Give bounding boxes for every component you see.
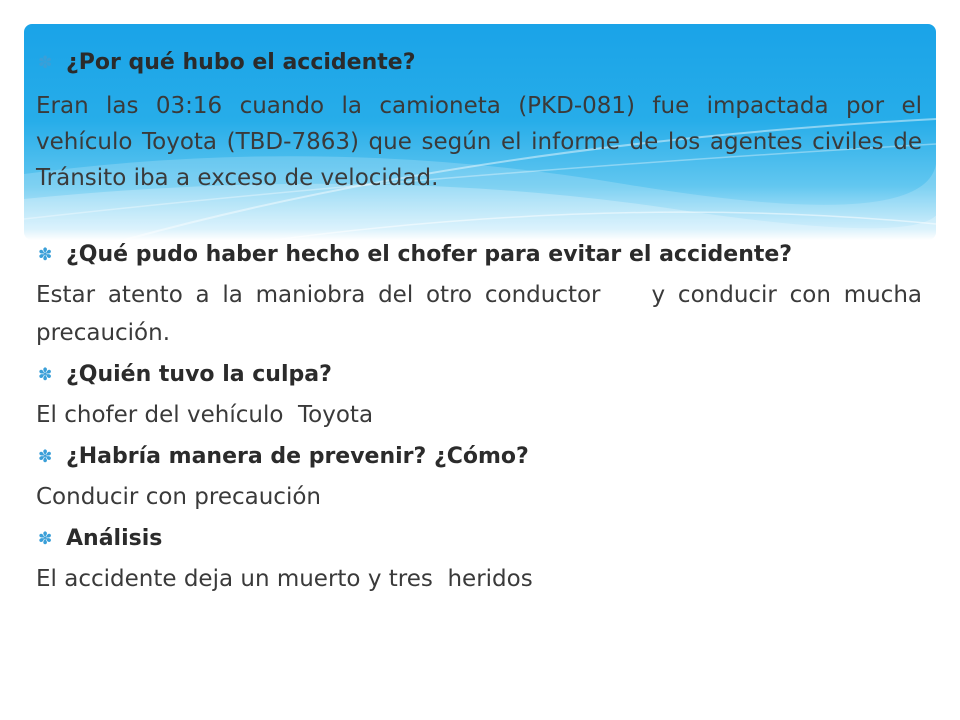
answer-2: Estar atento a la maniobra del otro conductor y conducir con mucha precaución. xyxy=(36,282,930,346)
question-1-text: ¿Por qué hubo el accidente? xyxy=(66,50,416,75)
answer-5: El accidente deja un muerto y tres heridos xyxy=(36,566,533,592)
question-5-text: Análisis xyxy=(66,526,163,551)
answer-4: Conducir con precaución xyxy=(36,484,321,510)
question-3 xyxy=(36,358,922,392)
question-1 xyxy=(36,46,922,80)
answer-1: Eran las 03:16 cuando la camioneta (PKD-081) fue impactada por el vehículo Toyota (TBD-7863) que según el informe de los agentes civiles de Tránsito iba a exceso de velocidad. xyxy=(36,93,922,191)
answer-3: El chofer del vehículo Toyota xyxy=(36,402,374,428)
question-3-text: ¿Quién tuvo la culpa? xyxy=(66,362,332,387)
question-4 xyxy=(36,440,922,474)
slide-content xyxy=(36,42,930,598)
question-2 xyxy=(36,238,922,272)
bullet-star-icon: ✽ xyxy=(38,365,53,385)
question-2-text: ¿Qué pudo haber hecho el chofer para evitar el accidente? xyxy=(66,242,793,267)
question-4-text: ¿Habría manera de prevenir? ¿Cómo? xyxy=(66,444,529,469)
bullet-star-icon: ✽ xyxy=(38,529,53,549)
bullet-star-icon: ✽ xyxy=(38,53,53,73)
bullet-star-icon: ✽ xyxy=(38,447,53,467)
question-5 xyxy=(36,522,922,556)
bullet-star-icon: ✽ xyxy=(38,245,53,265)
